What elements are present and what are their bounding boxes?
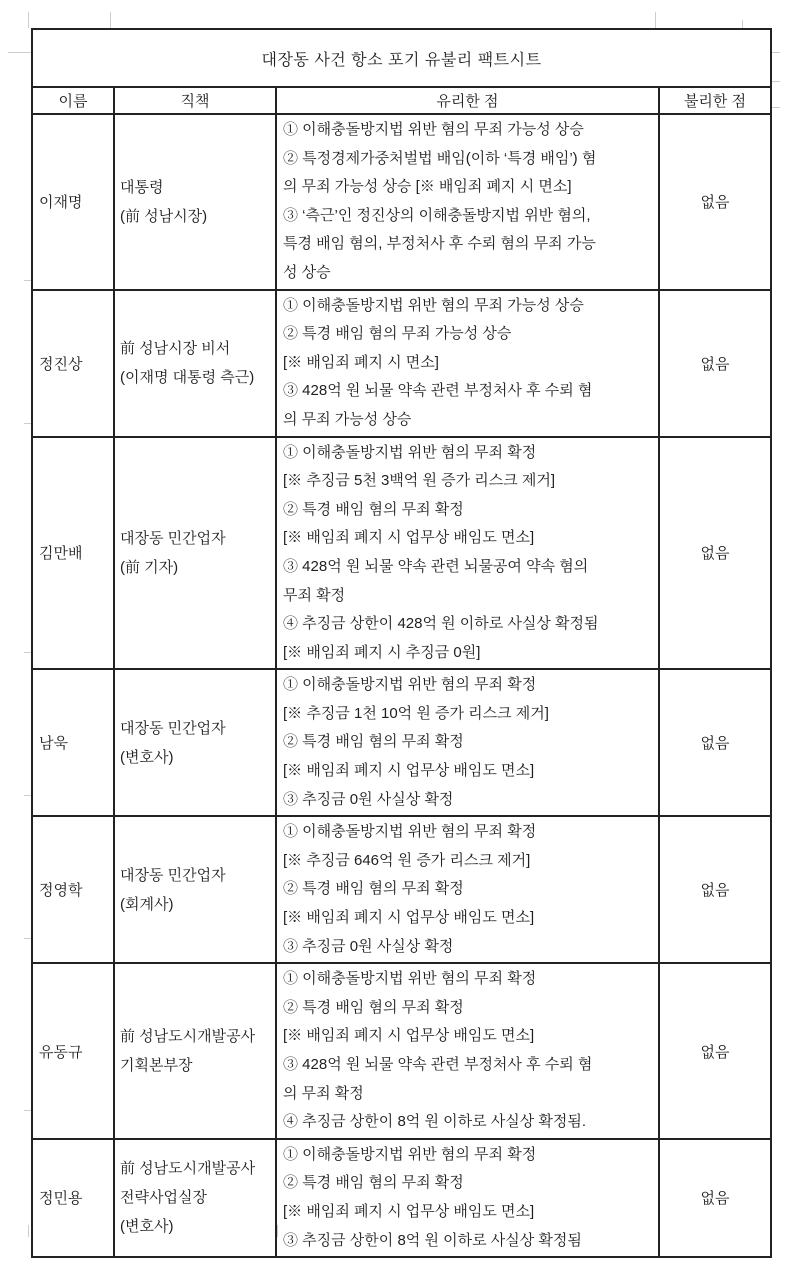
favorable-line: [※ 배임죄 폐지 시 추징금 0원] bbox=[283, 643, 481, 661]
favorable-line: [※ 추징금 5천 3백억 원 증가 리스크 제거] bbox=[283, 472, 556, 490]
favorable-line: ② 특정경제가중처벌법 배임(이하 ‘특경 배임’) 혐 bbox=[283, 149, 597, 167]
position-cell bbox=[114, 437, 276, 670]
table-row bbox=[32, 290, 771, 437]
favorable-line: ② 특경 배임 혐의 무죄 확정 bbox=[283, 880, 464, 898]
favorable-cell bbox=[276, 816, 659, 963]
favorable-cell bbox=[276, 437, 659, 670]
gridline-stub bbox=[24, 652, 31, 653]
unfavorable-cell: 없음 bbox=[659, 669, 771, 816]
unfavorable-cell: 없음 bbox=[659, 437, 771, 670]
position-line: 前 성남도시개발공사 bbox=[120, 1028, 256, 1045]
position-line: (변호사) bbox=[120, 1218, 174, 1236]
favorable-line: ① 이해충돌방지법 위반 혐의 무죄 확정 bbox=[283, 676, 537, 694]
gridline-stub bbox=[110, 12, 111, 28]
factsheet-table bbox=[31, 28, 772, 1258]
position-cell bbox=[114, 290, 276, 437]
unfavorable-cell: 없음 bbox=[659, 963, 771, 1139]
gridline-stub bbox=[742, 20, 743, 28]
favorable-cell bbox=[276, 963, 659, 1139]
unfavorable-cell: 없음 bbox=[659, 290, 771, 437]
position-line: 대장동 민간업자 bbox=[120, 866, 226, 884]
table-row bbox=[32, 1139, 771, 1257]
position-line: (이재명 대통령 측근) bbox=[120, 369, 255, 387]
favorable-line: ③ 428억 원 뇌물 약속 관련 부정처사 후 수뢰 혐 bbox=[283, 382, 593, 400]
favorable-line: 의 무죄 가능성 상승 bbox=[283, 410, 412, 428]
gridline-stub bbox=[8, 52, 31, 53]
favorable-line: ③ 428억 원 뇌물 약속 관련 부정처사 후 수뢰 혐 bbox=[283, 1056, 593, 1073]
gridline-stub bbox=[28, 1225, 29, 1237]
position-cell bbox=[114, 669, 276, 816]
table-body bbox=[32, 114, 771, 1257]
favorable-line: ① 이해충돌방지법 위반 혐의 무죄 확정 bbox=[283, 970, 537, 988]
gridline-stub bbox=[24, 1110, 31, 1111]
favorable-line: ② 특경 배임 혐의 무죄 확정 bbox=[283, 733, 464, 751]
favorable-line: ① 이해충돌방지법 위반 혐의 무죄 확정 bbox=[283, 1145, 537, 1163]
favorable-cell bbox=[276, 669, 659, 816]
position-line: 대장동 민간업자 bbox=[120, 719, 226, 737]
favorable-line: ② 특경 배임 혐의 무죄 확정 bbox=[283, 500, 464, 518]
favorable-line: ③ ‘측근’인 정진상의 이해충돌방지법 위반 혐의, bbox=[283, 206, 591, 224]
position-line: (前 성남시장) bbox=[120, 207, 208, 225]
name-cell: 정진상 bbox=[32, 290, 114, 437]
column-header-position: 직책 bbox=[114, 87, 276, 114]
gridline-stub bbox=[24, 938, 31, 939]
table-title: 대장동 사건 항소 포기 유불리 팩트시트 bbox=[32, 29, 771, 87]
table-row bbox=[32, 963, 771, 1139]
favorable-line: 무죄 확정 bbox=[283, 586, 346, 604]
favorable-line: [※ 추징금 1천 10억 원 증가 리스크 제거] bbox=[283, 704, 549, 722]
favorable-line: [※ 배임죄 폐지 시 업무상 배임도 면소] bbox=[283, 762, 535, 780]
position-line: (회계사) bbox=[120, 895, 174, 913]
gridline-stub bbox=[28, 12, 29, 28]
table-row bbox=[32, 669, 771, 816]
position-line: 대통령 bbox=[120, 178, 164, 196]
gridline-stub bbox=[24, 280, 31, 281]
unfavorable-cell: 없음 bbox=[659, 816, 771, 963]
favorable-cell bbox=[276, 290, 659, 437]
favorable-line: ① 이해충돌방지법 위반 혐의 무죄 확정 bbox=[283, 823, 537, 841]
favorable-line: ③ 428억 원 뇌물 약속 관련 뇌물공여 약속 혐의 bbox=[283, 557, 589, 575]
column-header-favorable: 유리한 점 bbox=[276, 87, 659, 114]
position-cell bbox=[114, 963, 276, 1139]
favorable-line: 의 무죄 가능성 상승 [※ 배임죄 폐지 시 면소] bbox=[283, 178, 572, 196]
favorable-line: ② 특경 배임 혐의 무죄 확정 bbox=[283, 1174, 464, 1192]
favorable-line: ④ 추징금 상한이 8억 원 이하로 사실상 확정됨. bbox=[283, 1113, 587, 1131]
favorable-cell bbox=[276, 1139, 659, 1257]
table-row bbox=[32, 114, 771, 290]
favorable-line: ① 이해충돌방지법 위반 혐의 무죄 가능성 상승 bbox=[283, 121, 584, 138]
name-cell: 정민용 bbox=[32, 1139, 114, 1257]
column-header-name: 이름 bbox=[32, 87, 114, 114]
unfavorable-cell: 없음 bbox=[659, 1139, 771, 1257]
gridline-stub bbox=[771, 81, 780, 82]
table-row bbox=[32, 437, 771, 670]
favorable-line: 특경 배임 혐의, 부정처사 후 수뢰 혐의 무죄 가능 bbox=[283, 235, 596, 253]
favorable-line: ② 특경 배임 혐의 무죄 가능성 상승 bbox=[283, 325, 512, 343]
name-cell: 김만배 bbox=[32, 437, 114, 670]
gridline-stub bbox=[771, 107, 780, 108]
position-line: 기획본부장 bbox=[120, 1057, 193, 1074]
favorable-line: [※ 배임죄 폐지 시 업무상 배임도 면소] bbox=[283, 909, 535, 927]
gridline-stub bbox=[24, 795, 31, 796]
favorable-line: [※ 추징금 646억 원 증가 리스크 제거] bbox=[283, 851, 531, 869]
favorable-line: [※ 배임죄 폐지 시 면소] bbox=[283, 353, 439, 371]
favorable-line: [※ 배임죄 폐지 시 업무상 배임도 면소] bbox=[283, 529, 535, 547]
column-header-unfavorable: 불리한 점 bbox=[659, 87, 771, 114]
position-line: 前 성남시장 비서 bbox=[120, 340, 231, 358]
position-line: 대장동 민간업자 bbox=[120, 529, 226, 547]
favorable-line: ④ 추징금 상한이 428억 원 이하로 사실상 확정됨 bbox=[283, 615, 599, 633]
unfavorable-cell: 없음 bbox=[659, 114, 771, 290]
position-cell bbox=[114, 1139, 276, 1257]
favorable-line: ① 이해충돌방지법 위반 혐의 무죄 확정 bbox=[283, 443, 537, 461]
gridline-stub bbox=[24, 423, 31, 424]
header-row bbox=[32, 87, 771, 114]
favorable-line: ② 특경 배임 혐의 무죄 확정 bbox=[283, 998, 464, 1016]
favorable-line: [※ 배임죄 폐지 시 업무상 배임도 면소] bbox=[283, 1027, 535, 1045]
gridline-stub bbox=[655, 12, 656, 28]
favorable-line: ③ 추징금 0원 사실상 확정 bbox=[283, 937, 454, 955]
position-cell bbox=[114, 114, 276, 290]
position-line: (前 기자) bbox=[120, 558, 179, 576]
favorable-cell bbox=[276, 114, 659, 290]
favorable-line: ③ 추징금 상한이 8억 원 이하로 사실상 확정됨 bbox=[283, 1231, 582, 1249]
title-row bbox=[32, 29, 771, 87]
favorable-line: ③ 추징금 0원 사실상 확정 bbox=[283, 790, 454, 808]
position-cell bbox=[114, 816, 276, 963]
position-line: 前 성남도시개발공사 bbox=[120, 1160, 256, 1178]
name-cell: 이재명 bbox=[32, 114, 114, 290]
favorable-line: 성 상승 bbox=[283, 263, 331, 281]
favorable-line: ① 이해충돌방지법 위반 혐의 무죄 가능성 상승 bbox=[283, 296, 584, 314]
favorable-line: [※ 배임죄 폐지 시 업무상 배임도 면소] bbox=[283, 1202, 535, 1220]
name-cell: 남욱 bbox=[32, 669, 114, 816]
position-line: 전략사업실장 bbox=[120, 1189, 207, 1207]
position-line: (변호사) bbox=[120, 748, 174, 766]
name-cell: 정영학 bbox=[32, 816, 114, 963]
table-row bbox=[32, 816, 771, 963]
name-cell: 유동규 bbox=[32, 963, 114, 1139]
favorable-line: 의 무죄 확정 bbox=[283, 1084, 364, 1102]
gridline-stub bbox=[771, 52, 780, 53]
